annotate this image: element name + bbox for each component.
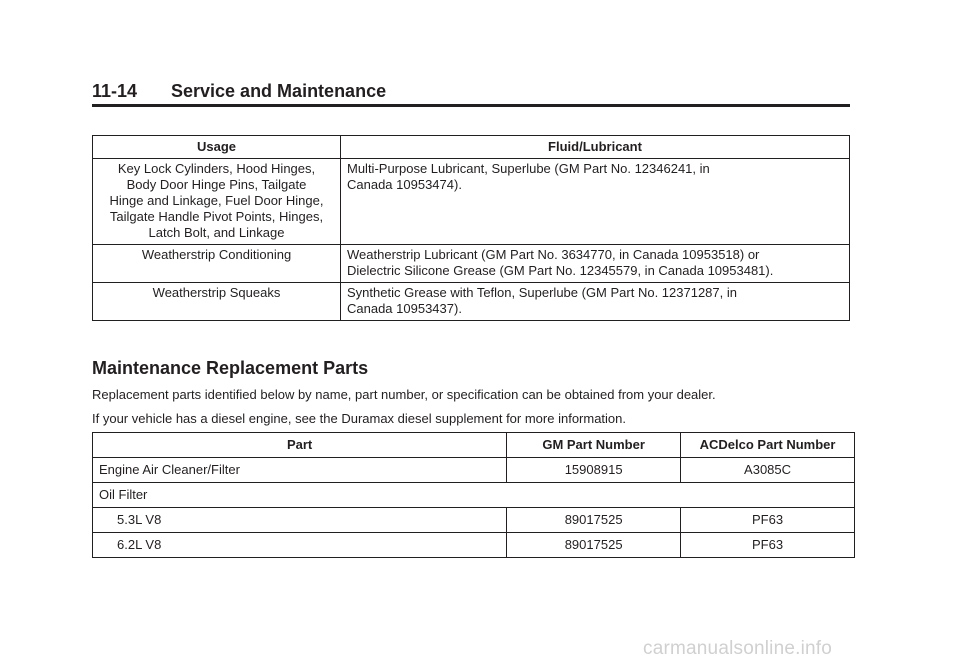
fluid-line: Synthetic Grease with Teflon, Superlube (GM Part No. 12371287, in [347,285,737,300]
diesel-note-paragraph: If your vehicle has a diesel engine, see the Duramax diesel supplement for more information. [92,411,627,426]
page-number: 11-14 [92,81,138,101]
fluid-line: Multi-Purpose Lubricant, Superlube (GM Part No. 12346241, in [347,161,710,176]
fluids-lubricants-table [92,135,850,321]
watermark: carmanualsonline.info [643,638,833,659]
usage-line: Key Lock Cylinders, Hood Hinges, [117,161,316,176]
fluid-line: Canada 10953437). [347,301,462,316]
page-header [92,80,850,107]
usage-line: Hinge and Linkage, Fuel Door Hinge, [109,193,324,208]
column-header-part: Part [93,433,507,458]
acdelco-part-number-cell: A3085C [681,458,855,483]
usage-line: Weatherstrip Conditioning [141,247,292,262]
gm-part-number-cell: 89017525 [507,508,681,533]
part-name-cell: 5.3L V8 [93,508,507,533]
fluid-cell [341,283,850,321]
fluid-line: Canada 10953474). [347,177,462,192]
usage-cell [93,159,341,245]
usage-line: Tailgate Handle Pivot Points, Hinges, [109,209,324,224]
table-row [93,508,855,533]
table-row [93,283,850,321]
usage-line: Weatherstrip Squeaks [152,285,281,300]
gm-part-number-cell: 15908915 [507,458,681,483]
usage-line: Body Door Hinge Pins, Tailgate [126,177,307,192]
column-header-fluid: Fluid/Lubricant [341,136,850,159]
table-header-row [93,136,850,159]
fluid-cell [341,245,850,283]
part-name-cell: Engine Air Cleaner/Filter [93,458,507,483]
gm-part-number-cell: 89017525 [507,533,681,558]
acdelco-part-number-cell: PF63 [681,533,855,558]
table-row [93,483,855,508]
acdelco-part-number-cell: PF63 [681,508,855,533]
usage-cell [93,245,341,283]
table-row [93,245,850,283]
usage-line: Latch Bolt, and Linkage [148,225,285,240]
table-row [93,533,855,558]
table-row [93,159,850,245]
usage-cell [93,283,341,321]
part-name-cell: 6.2L V8 [93,533,507,558]
column-header-gm-part-number: GM Part Number [507,433,681,458]
replacement-parts-table [92,432,855,558]
section-heading: Maintenance Replacement Parts [92,358,369,378]
part-name-cell: Oil Filter [93,483,855,508]
fluid-cell [341,159,850,245]
section-title: Service and Maintenance [171,81,387,101]
table-row [93,458,855,483]
fluid-line: Dielectric Silicone Grease (GM Part No. 12345579, in Canada 10953481). [347,263,774,278]
column-header-acdelco-part-number: ACDelco Part Number [681,433,855,458]
fluid-line: Weatherstrip Lubricant (GM Part No. 3634770, in Canada 10953518) or [347,247,760,262]
column-header-usage: Usage [93,136,341,159]
intro-paragraph: Replacement parts identified below by name, part number, or specification can be obtained from your dealer. [92,387,716,402]
table-header-row [93,433,855,458]
